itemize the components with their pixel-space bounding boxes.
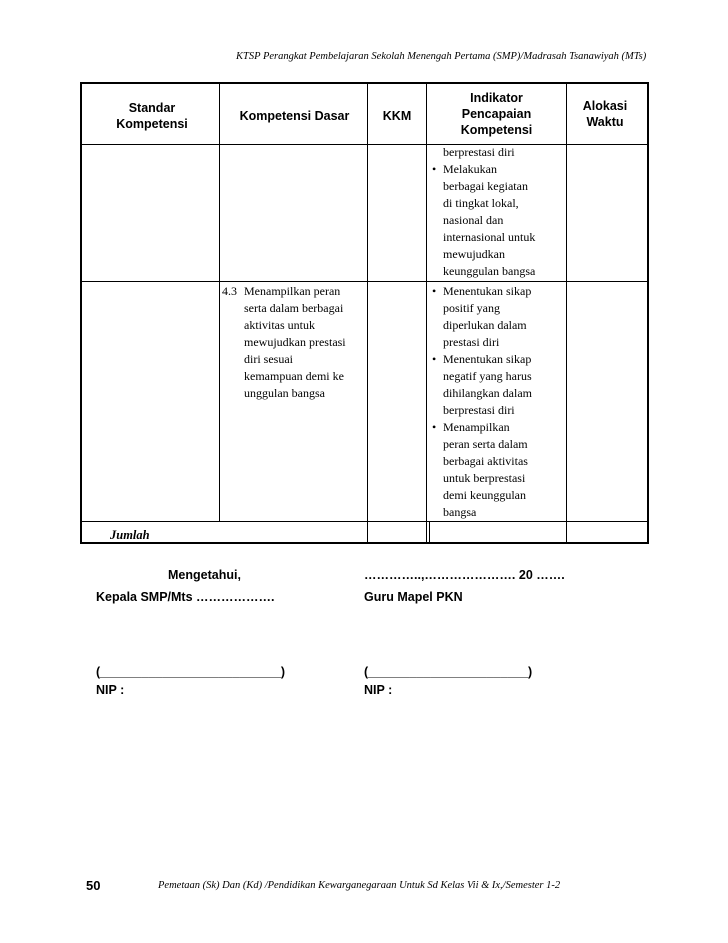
- kd-number: 4.3: [222, 284, 237, 298]
- kompetensi-dasar-cell-row2: 4.3 Menampilkan peran serta dalam berbagai aktivitas untuk mewujudkan prestasi diri sesuai kemampuan demi ke unggulan bangsa: [222, 284, 346, 400]
- indikator-cell-row1: [432, 144, 564, 280]
- indikator-continuation: berprestasi diri: [443, 145, 515, 159]
- indikator-item: • Melakukan berbagai kegiatan di tingkat lokal, nasional dan internasional untuk mewujudkan keunggulan bangsa: [432, 161, 564, 280]
- column-divider: [219, 84, 220, 521]
- mengetahui-label: Mengetahui,: [168, 568, 241, 582]
- header-indikator: Indikator Pencapaian Kompetensi: [460, 91, 533, 137]
- date-line: …………..,…………………. 20 …….: [364, 568, 565, 582]
- kepala-sekolah-label: Kepala SMP/Mts ……………….: [96, 590, 275, 604]
- header-standar-kompetensi: Standar Kompetensi: [116, 101, 188, 131]
- jumlah-row-divider: [82, 521, 647, 522]
- column-divider: [426, 84, 427, 542]
- header-alokasi-waktu: Alokasi Waktu: [582, 99, 628, 129]
- header-kompetensi-dasar: Kompetensi Dasar: [239, 109, 350, 123]
- indikator-item: • Menampilkan peran serta dalam berbagai aktivitas untuk berprestasi demi keunggulan bangsa: [432, 419, 564, 521]
- column-divider: [367, 84, 368, 542]
- header-kkm: KKM: [382, 109, 412, 123]
- column-divider: [429, 521, 430, 542]
- page-number: 50: [86, 878, 101, 893]
- column-divider: [566, 84, 567, 542]
- guru-nip: NIP :: [364, 683, 393, 697]
- kepala-signature-line: (__________________________): [96, 665, 286, 679]
- indikator-item: • Menentukan sikap positif yang diperlukan dalam prestasi diri: [432, 283, 564, 351]
- kepala-nip: NIP :: [96, 683, 125, 697]
- row-divider: [82, 281, 647, 282]
- competency-table: [80, 82, 649, 544]
- jumlah-label: Jumlah: [110, 528, 150, 542]
- footer-text: Pemetaan (Sk) Dan (Kd) /Pendidikan Kewarganegaraan Untuk Sd Kelas Vii & Ix,/Semester 1-2: [158, 880, 561, 891]
- guru-mapel-label: Guru Mapel PKN: [364, 590, 463, 604]
- guru-signature-line: (_______________________): [364, 665, 533, 679]
- indikator-cell-row2: [432, 283, 564, 521]
- indikator-item: • Menentukan sikap negatif yang harus dihilangkan dalam berprestasi diri: [432, 351, 564, 419]
- running-header: KTSP Perangkat Pembelajaran Sekolah Menengah Pertama (SMP)/Madrasah Tsanawiyah (MTs): [236, 51, 647, 62]
